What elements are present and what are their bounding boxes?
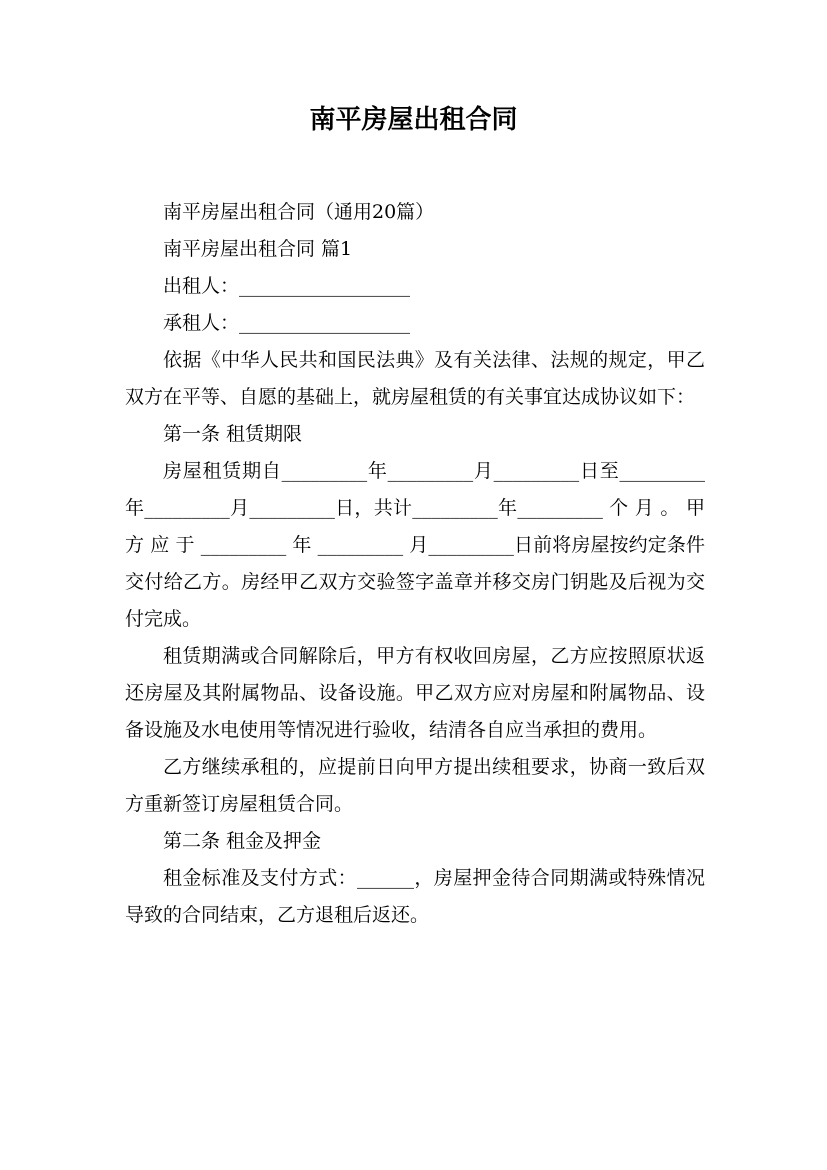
paragraph-lease-end: 租赁期满或合同解除后，甲方有权收回房屋，乙方应按照原状返还房屋及其附属物品、设备设施。甲乙双方应对房屋和附属物品、设备设施及水电使用等情况进行验收，结清各自应当承担的费用。: [125, 645, 705, 741]
paragraph-lease-term: 房屋租赁期自_________年_________月_________日至_________年_________月_________日，共计_________年_________ 个 月 。 甲 方 应 于 _________ 年 _________ 月_________日前将房屋按约定条件交付给乙方。房经甲乙双方交验签字盖章并移交房门钥匙及后视为交付完成。: [125, 460, 705, 630]
document-body: [125, 194, 705, 934]
paragraph-lessor: 出租人：__________________: [163, 275, 411, 297]
paragraph-preamble: 依据《中华人民共和国民法典》及有关法律、法规的规定，甲乙双方在平等、自愿的基础上，就房屋租赁的有关事宜达成协议如下：: [125, 349, 705, 408]
paragraph-subtitle: 南平房屋出租合同（通用20篇）: [163, 201, 435, 223]
paragraph-section-heading: 南平房屋出租合同 篇1: [163, 238, 353, 260]
paragraph-rent-deposit: 租金标准及支付方式：______，房屋押金待合同期满或特殊情况导致的合同结束，乙方退租后返还。: [125, 867, 705, 926]
document-title: 南平房屋出租合同: [309, 105, 518, 135]
paragraph-renewal: 乙方继续承租的，应提前日向甲方提出续租要求，协商一致后双方重新签订房屋租赁合同。: [125, 756, 705, 815]
paragraph-article-2-heading: 第二条 租金及押金: [163, 830, 322, 852]
paragraph-lessee: 承租人：__________________: [163, 312, 411, 334]
paragraph-article-1-heading: 第一条 租赁期限: [163, 423, 303, 445]
